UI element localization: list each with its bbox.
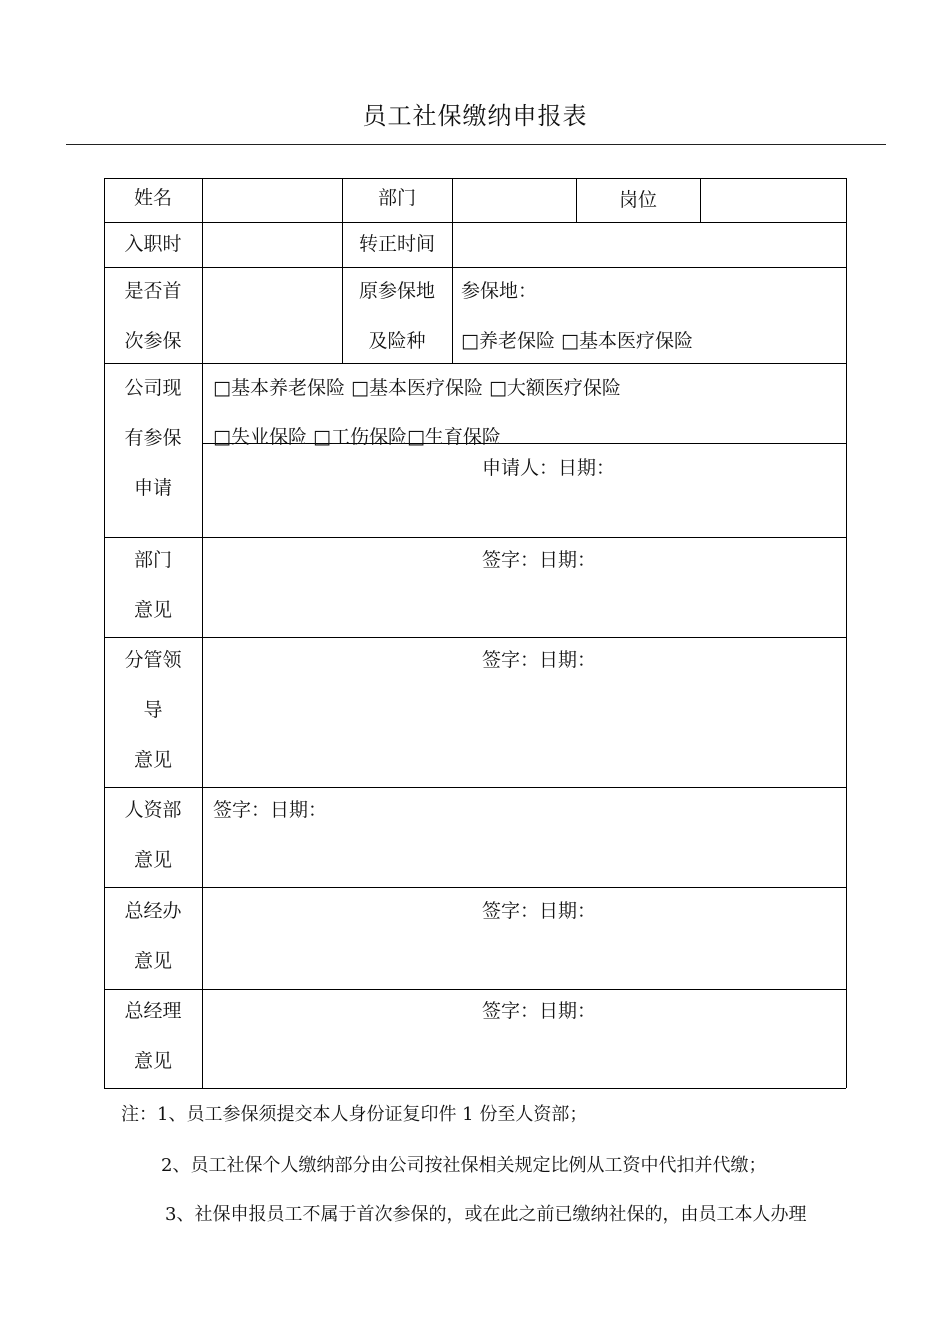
general-manager-signature-date: 签字：日期： — [482, 1000, 597, 1022]
department-field[interactable] — [453, 179, 576, 222]
company-insurance-options-line1[interactable]: □基本养老保险 □基本医疗保险 □大额医疗保险 — [213, 377, 621, 399]
leader-opinion-label-line1: 分管领 — [124, 649, 182, 671]
title-divider — [66, 144, 886, 145]
hr-opinion-label-line1: 人资部 — [124, 799, 182, 821]
post-label: 岗位 — [618, 189, 657, 211]
original-insurance-label-line1: 原参保地 — [358, 280, 435, 302]
company-insurance-label-line2: 有参保 — [124, 427, 182, 449]
hr-opinion-label-line2: 意见 — [133, 849, 172, 871]
original-insurance-label-line2: 及险种 — [368, 330, 426, 352]
leader-opinion-label-line2: 导 — [143, 699, 163, 721]
leader-opinion-label-line3: 意见 — [133, 749, 172, 771]
department-label: 部门 — [377, 187, 416, 209]
hr-signature-date: 签字：日期： — [213, 799, 328, 821]
general-office-opinion-label-line1: 总经办 — [124, 900, 182, 922]
note-3: 3、社保申报员工不属于首次参保的，或在此之前已缴纳社保的，由员工本人办理 — [165, 1204, 807, 1225]
hire-date-label: 入职时 — [124, 233, 182, 255]
department-opinion-label-line2: 意见 — [133, 599, 172, 621]
department-signature-date: 签字：日期： — [482, 549, 597, 571]
name-label: 姓名 — [133, 187, 172, 209]
first-insured-label-line2: 次参保 — [124, 330, 182, 352]
general-office-signature-date: 签字：日期： — [482, 900, 597, 922]
hire-date-field[interactable] — [203, 223, 342, 267]
page-title: 员工社保缴纳申报表 — [362, 102, 588, 130]
general-office-opinion-label-line2: 意见 — [133, 950, 172, 972]
applicant-signature-date: 申请人：日期： — [482, 457, 616, 479]
department-opinion-label-line1: 部门 — [133, 549, 172, 571]
general-manager-opinion-label-line1: 总经理 — [124, 1000, 182, 1022]
regular-date-label: 转正时间 — [358, 233, 435, 255]
name-field[interactable] — [203, 179, 342, 222]
leader-signature-date: 签字：日期： — [482, 649, 597, 671]
original-insurance-place: 参保地： — [461, 280, 538, 302]
application-label: 申请 — [133, 477, 172, 499]
original-insurance-options[interactable]: □养老保险 □基本医疗保险 — [461, 330, 693, 352]
general-manager-opinion-label-line2: 意见 — [133, 1050, 172, 1072]
regular-date-field[interactable] — [453, 223, 846, 267]
note-1: 注：1、员工参保须提交本人身份证复印件 1 份至人资部； — [121, 1104, 588, 1125]
company-insurance-label-line1: 公司现 — [124, 377, 182, 399]
company-insurance-options-line2[interactable]: □失业保险 □工伤保险□生育保险 — [213, 426, 501, 448]
first-insured-label-line1: 是否首 — [124, 280, 182, 302]
note-2: 2、员工社保个人缴纳部分由公司按社保相关规定比例从工资中代扣并代缴； — [161, 1155, 767, 1176]
post-field[interactable] — [701, 179, 846, 222]
first-insured-field[interactable] — [203, 268, 342, 363]
